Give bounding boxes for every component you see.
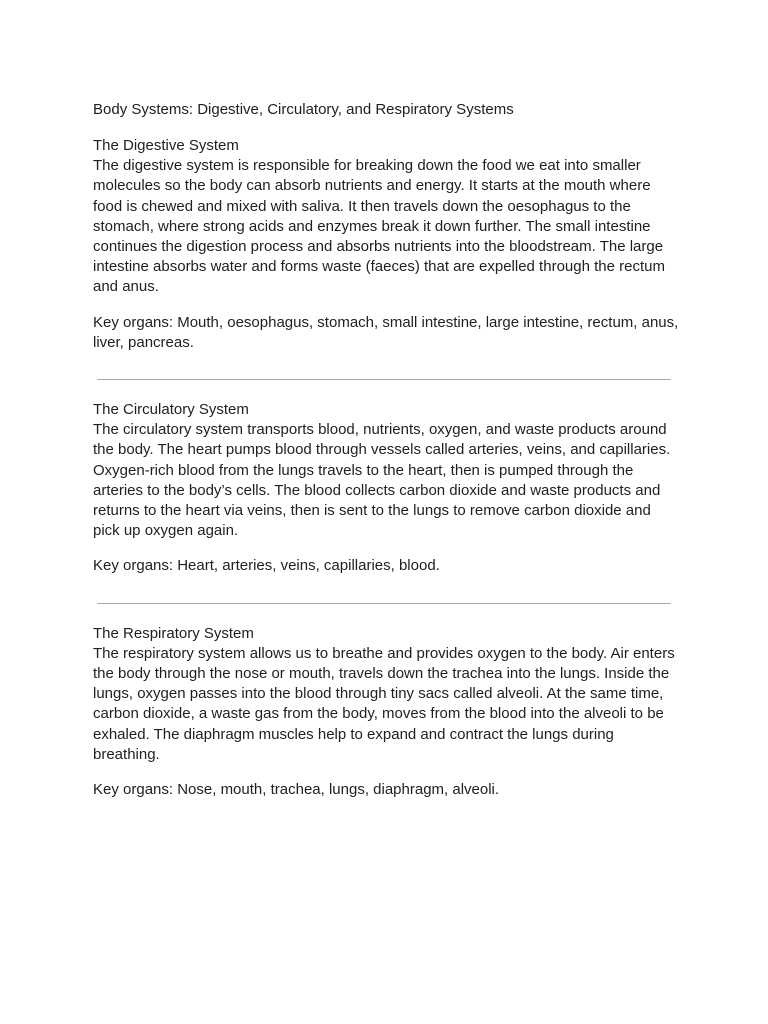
section-body: The respiratory system allows us to breathe and provides oxygen to the body. Air enters the body through the nose or mouth, travels down the trachea into the lungs. Inside the lungs, oxygen passes into the blood through tiny sacs called alveoli. At the same time, carbon dioxide, a waste gas from the body, moves from the blood into the alveoli to be exhaled. The diaphragm muscles help to expand and contract the lungs during breathing. (93, 644, 675, 763)
document-content (93, 100, 679, 800)
section-circulatory-system (93, 400, 679, 577)
section-heading: The Circulatory System (93, 401, 249, 419)
key-organs-text: Key organs: Nose, mouth, trachea, lungs, diaphragm, alveoli. (93, 781, 500, 799)
section-heading: The Respiratory System (93, 624, 254, 642)
key-organs-text: Key organs: Heart, arteries, veins, capillaries, blood. (93, 557, 440, 575)
section-divider (97, 379, 671, 380)
section-body: The digestive system is responsible for breaking down the food we eat into smaller molecules so the body can absorb nutrients and energy. It starts at the mouth where food is chewed and mixed with saliva. It then travels down the oesophagus to the stomach, where strong acids and enzymes break it down further. The small intestine continues the digestion process and absorbs nutrients into the bloodstream. The large intestine absorbs water and forms waste (faeces) that are expelled through the rectum and anus. (93, 157, 665, 296)
document-title: Body Systems: Digestive, Circulatory, and Respiratory Systems (93, 101, 514, 118)
section-heading: The Digestive System (93, 137, 239, 154)
section-divider (97, 603, 671, 604)
section-digestive-system (93, 136, 679, 353)
key-organs-text: Key organs: Mouth, oesophagus, stomach, small intestine, large intestine, rectum, anus, liver, pancreas. (93, 313, 679, 351)
section-respiratory-system (93, 624, 679, 801)
section-body: The circulatory system transports blood, nutrients, oxygen, and waste products around the body. The heart pumps blood through vessels called arteries, veins, and capillaries. Oxygen-rich blood from the lungs travels to the heart, then is pumped through the arteries to the body’s cells. The blood collects carbon dioxide and waste products and returns to the heart via veins, then is sent to the lungs to remove carbon dioxide and pick up oxygen again. (93, 421, 671, 540)
